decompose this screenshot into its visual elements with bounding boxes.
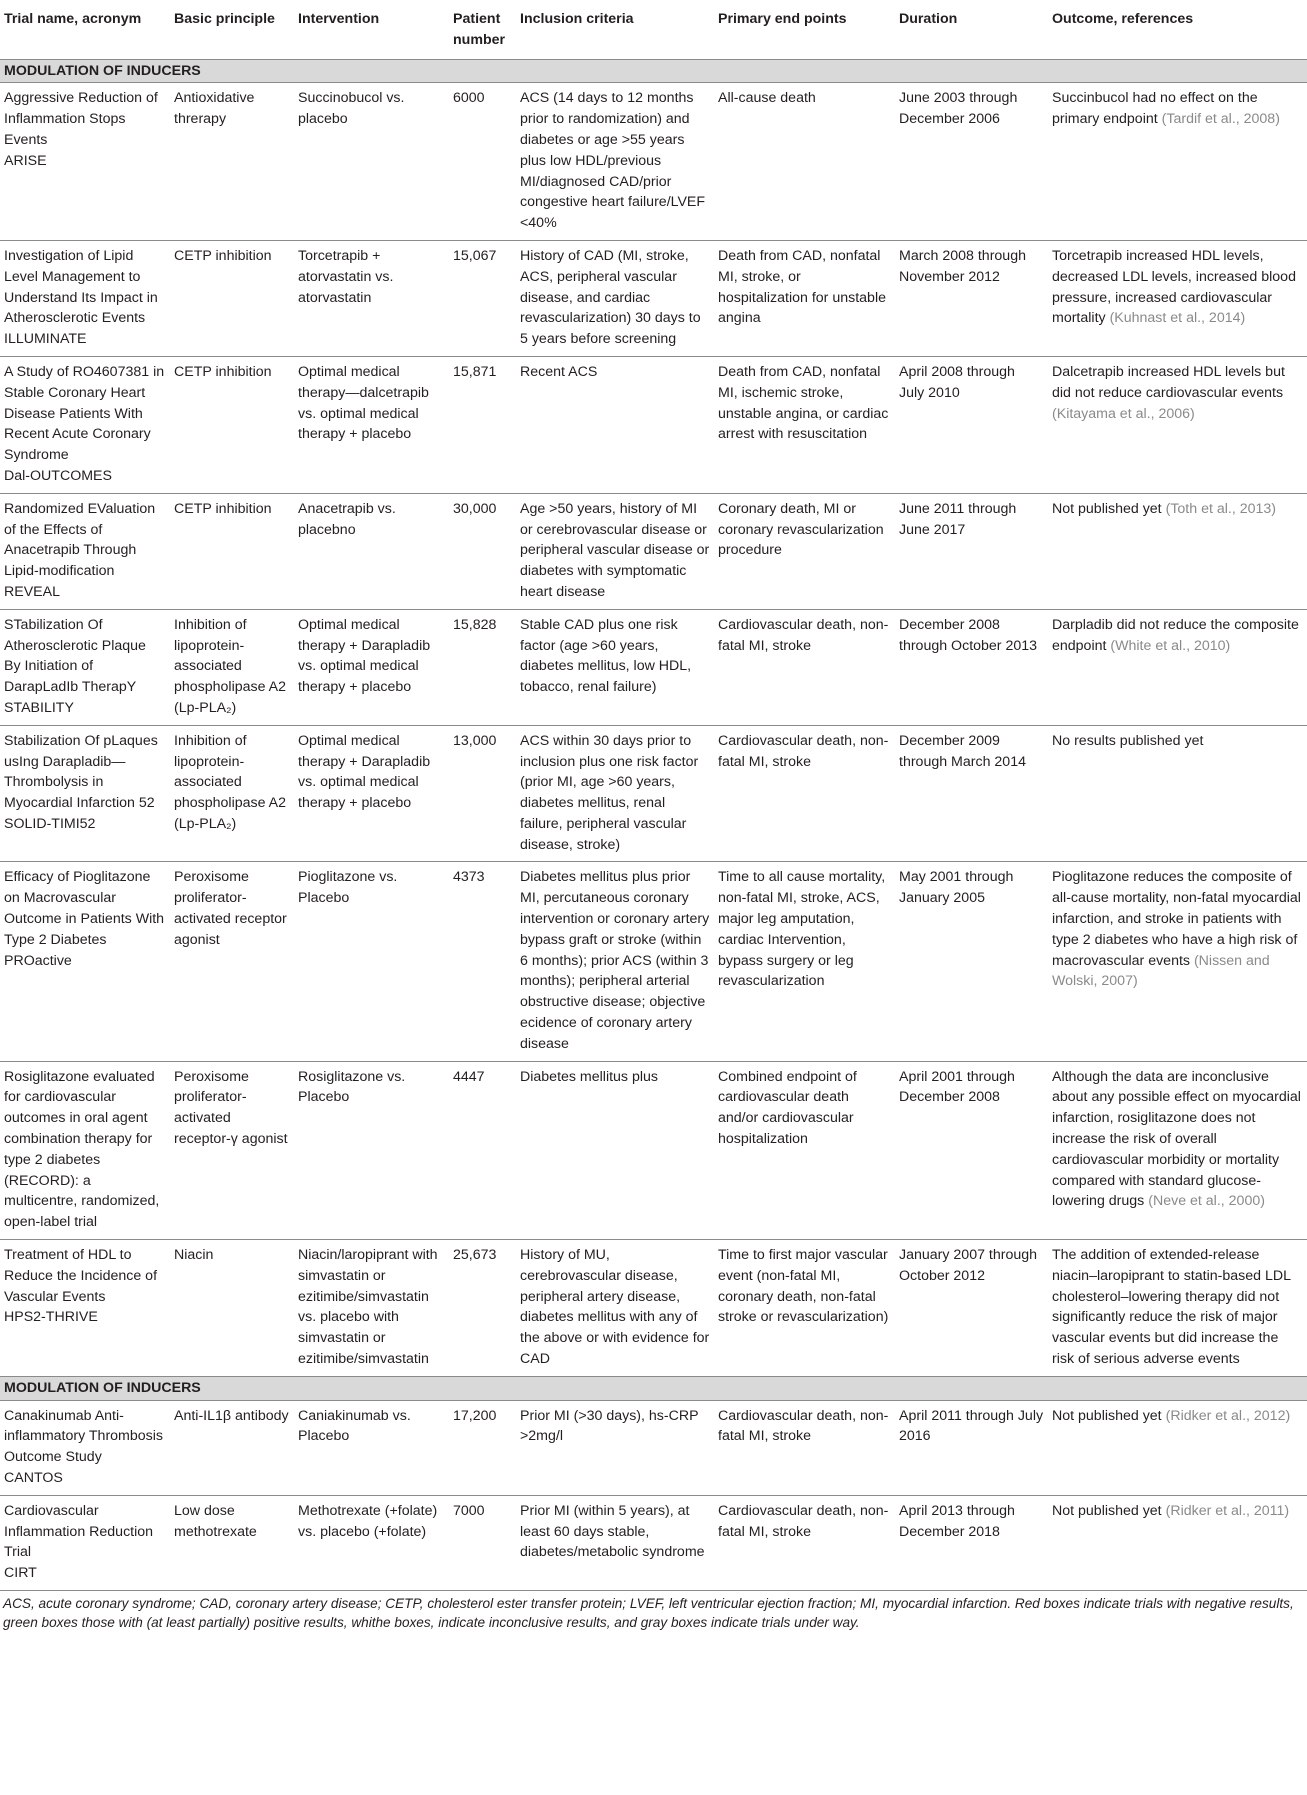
header-outcome-references: Outcome, references — [1048, 0, 1307, 59]
inclusion-criteria: Diabetes mellitus plus — [516, 1061, 714, 1239]
basic-principle: Inhibition of lipoprotein-associated phospholipase A2 (Lp-PLA₂) — [170, 725, 294, 862]
outcome-text: Dalcetrapib increased HDL levels but did not reduce cardiovascular events — [1052, 363, 1285, 401]
duration: May 2001 through January 2005 — [895, 862, 1048, 1061]
header-primary-end-points: Primary end points — [714, 0, 895, 59]
intervention: Optimal medical therapy—dalcetrapib vs. optimal medical therapy + placebo — [294, 356, 449, 493]
trial-name: Randomized EValuation of the Effects of Anacetrapib Through Lipid-modification REVEAL — [0, 493, 170, 609]
intervention: Succinobucol vs. placebo — [294, 83, 449, 241]
outcome-text: No results published yet — [1052, 732, 1204, 749]
trial-name: Rosiglitazone evaluated for cardiovascular outcomes in oral agent combination therapy for type 2 diabetes (RECORD): a multicentre, randomized, open-label trial — [0, 1061, 170, 1239]
intervention: Methotrexate (+folate) vs. placebo (+folate) — [294, 1495, 449, 1590]
header-patient-number: Patient number — [449, 0, 516, 59]
primary-end-points: Cardiovascular death, non-fatal MI, stroke — [714, 725, 895, 862]
trial-name: Cardiovascular Inflammation Reduction Trial CIRT — [0, 1495, 170, 1590]
patient-number: 15,067 — [449, 240, 516, 356]
duration: January 2007 through October 2012 — [895, 1240, 1048, 1377]
reference-link[interactable]: (Toth et al., 2013) — [1165, 500, 1277, 517]
trial-name: STabilization Of Atherosclerotic Plaque By Initiation of DarapLadIb TherapY STABILITY — [0, 609, 170, 725]
trial-name: Aggressive Reduction of Inflammation Stops Events ARISE — [0, 83, 170, 241]
outcome — [1048, 1495, 1307, 1590]
primary-end-points: Death from CAD, nonfatal MI, ischemic stroke, unstable angina, or cardiac arrest with resuscitation — [714, 356, 895, 493]
outcome — [1048, 862, 1307, 1061]
reference-link[interactable]: (Kuhnast et al., 2014) — [1109, 310, 1246, 327]
patient-number: 4447 — [449, 1061, 516, 1239]
primary-end-points: Cardiovascular death, non-fatal MI, stroke — [714, 1400, 895, 1495]
outcome-text: Not published yet — [1052, 1407, 1162, 1424]
trial-name: Treatment of HDL to Reduce the Incidence of Vascular Events HPS2-THRIVE — [0, 1240, 170, 1377]
primary-end-points: All-cause death — [714, 83, 895, 241]
reference-link[interactable]: (White et al., 2010) — [1110, 637, 1231, 654]
table-row — [0, 356, 1307, 493]
table-footnote: ACS, acute coronary syndrome; CAD, coronary artery disease; CETP, cholesterol ester transfer protein; LVEF, left ventricular ejection fraction; MI, myocardial infarction. Red boxes indicate trials with negative results, green boxes those with (at least partially) positive results, whithe boxes, indicate inconclusive results, and gray boxes indicate trials under way. — [0, 1590, 1307, 1632]
table-row — [0, 609, 1307, 725]
basic-principle: Antioxidative threrapy — [170, 83, 294, 241]
reference-link[interactable]: (Neve et al., 2000) — [1148, 1193, 1265, 1210]
table-row — [0, 1240, 1307, 1377]
duration: December 2008 through October 2013 — [895, 609, 1048, 725]
intervention: Optimal medical therapy + Darapladib vs. optimal medical therapy + placebo — [294, 725, 449, 862]
section-label: MODULATION OF INDUCERS — [0, 1376, 1307, 1400]
inclusion-criteria: History of MU, cerebrovascular disease, peripheral artery disease, diabetes mellitus with any of the above or with evidence for CAD — [516, 1240, 714, 1377]
trial-name: Stabilization Of pLaques usIng Darapladib—Thrombolysis in Myocardial Infarction 52 SOLID-TIMI52 — [0, 725, 170, 862]
section-header-row — [0, 59, 1307, 83]
basic-principle: Niacin — [170, 1240, 294, 1377]
outcome — [1048, 356, 1307, 493]
trial-name: A Study of RO4607381 in Stable Coronary Heart Disease Patients With Recent Acute Coronary Syndrome Dal-OUTCOMES — [0, 356, 170, 493]
intervention: Optimal medical therapy + Darapladib vs. optimal medical therapy + placebo — [294, 609, 449, 725]
table-row — [0, 862, 1307, 1061]
outcome-text: Not published yet — [1052, 1502, 1162, 1519]
intervention: Anacetrapib vs. placebno — [294, 493, 449, 609]
table-row — [0, 1061, 1307, 1239]
section-label: MODULATION OF INDUCERS — [0, 59, 1307, 83]
trial-name: Canakinumab Anti-inflammatory Thrombosis Outcome Study CANTOS — [0, 1400, 170, 1495]
patient-number: 13,000 — [449, 725, 516, 862]
header-intervention: Intervention — [294, 0, 449, 59]
basic-principle: Peroxisome proliferator-activated receptor agonist — [170, 862, 294, 1061]
patient-number: 30,000 — [449, 493, 516, 609]
duration: June 2003 through December 2006 — [895, 83, 1048, 241]
outcome — [1048, 493, 1307, 609]
inclusion-criteria: ACS within 30 days prior to inclusion plus one risk factor (prior MI, age >60 years, diabetes mellitus, renal failure, peripheral vascular disease, stroke) — [516, 725, 714, 862]
outcome — [1048, 1240, 1307, 1377]
outcome-text: Although the data are inconclusive about any possible effect on myocardial infarction, rosiglitazone does not increase the risk of overall cardiovascular morbidity or mortality compared with standard glucose-lowering drugs — [1052, 1068, 1301, 1210]
inclusion-criteria: ACS (14 days to 12 months prior to randomization) and diabetes or age >55 years plus low HDL/previous MI/diagnosed CAD/prior congestive heart failure/LVEF <40% — [516, 83, 714, 241]
basic-principle: Anti-IL1β antibody — [170, 1400, 294, 1495]
patient-number: 25,673 — [449, 1240, 516, 1377]
duration: June 2011 through June 2017 — [895, 493, 1048, 609]
reference-link[interactable]: (Kitayama et al., 2006) — [1052, 405, 1195, 422]
basic-principle: Peroxisome proliferator-activated receptor-γ agonist — [170, 1061, 294, 1239]
duration: April 2013 through December 2018 — [895, 1495, 1048, 1590]
table-row — [0, 240, 1307, 356]
outcome-text: Torcetrapib increased HDL levels, decreased LDL levels, increased blood pressure, increased cardiovascular mortality — [1052, 247, 1296, 327]
table-row — [0, 493, 1307, 609]
table-header-row — [0, 0, 1307, 59]
outcome — [1048, 1061, 1307, 1239]
primary-end-points: Death from CAD, nonfatal MI, stroke, or hospitalization for unstable angina — [714, 240, 895, 356]
outcome — [1048, 609, 1307, 725]
intervention: Caniakinumab vs. Placebo — [294, 1400, 449, 1495]
reference-link[interactable]: (Ridker et al., 2012) — [1165, 1407, 1291, 1424]
outcome — [1048, 1400, 1307, 1495]
outcome — [1048, 725, 1307, 862]
outcome-text: Pioglitazone reduces the composite of all-cause mortality, non-fatal myocardial infarction, and stroke in patients with type 2 diabetes who have a high risk of macrovascular events — [1052, 869, 1301, 969]
primary-end-points: Combined endpoint of cardiovascular death and/or cardiovascular hospitalization — [714, 1061, 895, 1239]
outcome-text: Not published yet — [1052, 500, 1162, 517]
trial-name: Efficacy of Pioglitazone on Macrovascular Outcome in Patients With Type 2 Diabetes PROactive — [0, 862, 170, 1061]
intervention: Pioglitazone vs. Placebo — [294, 862, 449, 1061]
basic-principle: Inhibition of lipoprotein-associated phospholipase A2 (Lp-PLA₂) — [170, 609, 294, 725]
table-row — [0, 725, 1307, 862]
duration: March 2008 through November 2012 — [895, 240, 1048, 356]
duration: April 2008 through July 2010 — [895, 356, 1048, 493]
inclusion-criteria: Prior MI (within 5 years), at least 60 days stable, diabetes/metabolic syndrome — [516, 1495, 714, 1590]
patient-number: 15,871 — [449, 356, 516, 493]
intervention: Torcetrapib + atorvastatin vs. atorvastatin — [294, 240, 449, 356]
patient-number: 6000 — [449, 83, 516, 241]
header-duration: Duration — [895, 0, 1048, 59]
outcome — [1048, 83, 1307, 241]
outcome-text: Darpladib did not reduce the composite endpoint — [1052, 616, 1299, 654]
intervention: Niacin/laropiprant with simvastatin or ezitimibe/simvastatin vs. placebo with simvastatin or ezitimibe/simvastatin — [294, 1240, 449, 1377]
inclusion-criteria: Recent ACS — [516, 356, 714, 493]
patient-number: 17,200 — [449, 1400, 516, 1495]
inclusion-criteria: History of CAD (MI, stroke, ACS, peripheral vascular disease, and cardiac revascularization) 30 days to 5 years before screening — [516, 240, 714, 356]
outcome — [1048, 240, 1307, 356]
duration: December 2009 through March 2014 — [895, 725, 1048, 862]
table-row — [0, 1495, 1307, 1590]
header-basic-principle: Basic principle — [170, 0, 294, 59]
table-row — [0, 83, 1307, 241]
table-row — [0, 1400, 1307, 1495]
reference-link[interactable]: (Nissen and Wolski, 2007) — [1052, 952, 1270, 990]
primary-end-points: Time to all cause mortality, non-fatal MI, stroke, ACS, major leg amputation, cardiac Intervention, bypass surgery or leg revascularization — [714, 862, 895, 1061]
header-inclusion-criteria: Inclusion criteria — [516, 0, 714, 59]
patient-number: 7000 — [449, 1495, 516, 1590]
duration: April 2011 through July 2016 — [895, 1400, 1048, 1495]
primary-end-points: Time to first major vascular event (non-fatal MI, coronary death, non-fatal stroke or revascularization) — [714, 1240, 895, 1377]
inclusion-criteria: Age >50 years, history of MI or cerebrovascular disease or peripheral vascular disease or diabetes with symptomatic heart disease — [516, 493, 714, 609]
primary-end-points: Cardiovascular death, non-fatal MI, stroke — [714, 1495, 895, 1590]
intervention: Rosiglitazone vs. Placebo — [294, 1061, 449, 1239]
trial-name: Investigation of Lipid Level Management to Understand Its Impact in Atherosclerotic Events ILLUMINATE — [0, 240, 170, 356]
outcome-text: The addition of extended-release niacin–laropiprant to statin-based LDL cholesterol–lowering therapy did not significantly reduce the risk of major vascular events but did increase the risk of serious adverse events — [1052, 1247, 1291, 1368]
inclusion-criteria: Stable CAD plus one risk factor (age >60 years, diabetes mellitus, low HDL, tobacco, renal failure) — [516, 609, 714, 725]
inclusion-criteria: Diabetes mellitus plus prior MI, percutaneous coronary intervention or coronary artery bypass graft or stroke (within 6 months); prior ACS (within 3 months); peripheral arterial obstructive disease; objective ecidence of coronary artery disease — [516, 862, 714, 1061]
primary-end-points: Cardiovascular death, non-fatal MI, stroke — [714, 609, 895, 725]
reference-link[interactable]: (Tardif et al., 2008) — [1161, 111, 1280, 128]
header-trial-name: Trial name, acronym — [0, 0, 170, 59]
patient-number: 4373 — [449, 862, 516, 1061]
duration: April 2001 through December 2008 — [895, 1061, 1048, 1239]
outcome-text: Succinbucol had no effect on the primary endpoint — [1052, 90, 1258, 128]
primary-end-points: Coronary death, MI or coronary revascularization procedure — [714, 493, 895, 609]
inclusion-criteria: Prior MI (>30 days), hs-CRP >2mg/l — [516, 1400, 714, 1495]
basic-principle: CETP inhibition — [170, 356, 294, 493]
basic-principle: Low dose methotrexate — [170, 1495, 294, 1590]
reference-link[interactable]: (Ridker et al., 2011) — [1165, 1502, 1290, 1519]
basic-principle: CETP inhibition — [170, 240, 294, 356]
patient-number: 15,828 — [449, 609, 516, 725]
basic-principle: CETP inhibition — [170, 493, 294, 609]
section-header-row — [0, 1376, 1307, 1400]
